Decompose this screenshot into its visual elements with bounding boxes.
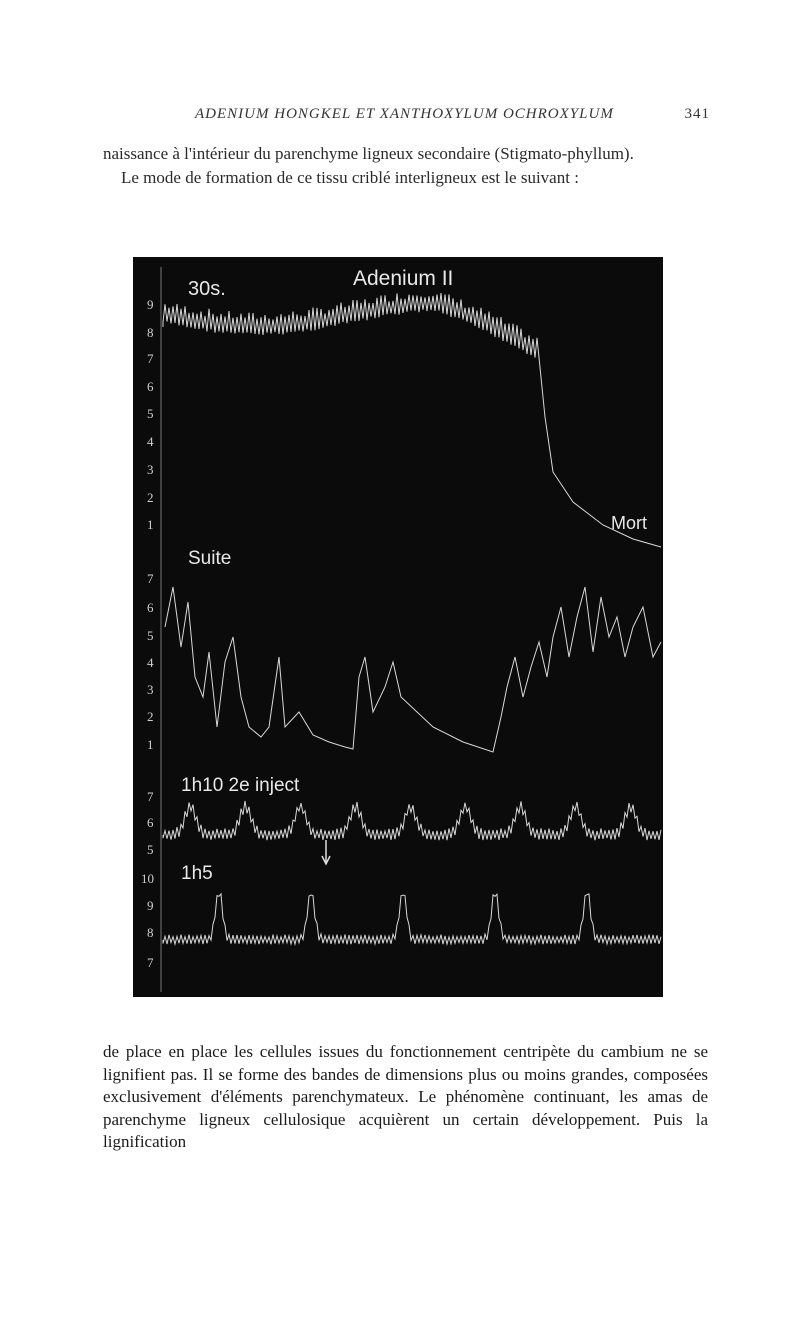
tick-label: 2 — [147, 709, 154, 724]
tick-label: 6 — [147, 379, 154, 394]
axis-ticks-panel-4 — [141, 871, 154, 970]
tick-label: 7 — [147, 955, 154, 970]
tick-label: 1 — [147, 737, 154, 752]
tick-label: 5 — [147, 628, 154, 643]
axis-ticks-panel-3 — [147, 789, 154, 857]
tick-label: 9 — [147, 297, 154, 312]
intro-line-2: Le mode de formation de ce tissu criblé interligneux est le suivant : — [121, 168, 579, 187]
tick-label: 3 — [147, 462, 154, 477]
suite-label: Suite — [188, 548, 232, 569]
intro-text — [103, 142, 708, 190]
timescale-label: 30s. — [188, 278, 226, 300]
figure-title: Adenium II — [353, 267, 454, 290]
tick-label: 6 — [147, 815, 154, 830]
kymograph-figure — [133, 257, 663, 997]
tick-label: 7 — [147, 351, 154, 366]
running-title: ADENIUM HONGKEL ET XANTHOXYLUM OCHROXYLUM — [195, 106, 614, 122]
page-number: 341 — [684, 106, 710, 122]
tick-label: 8 — [147, 325, 154, 340]
death-label: Mort — [611, 513, 647, 533]
intro-line-1: naissance à l'intérieur du parenchyme ligneux secondaire (Stigmato-phyllum). — [103, 144, 634, 163]
tick-label: 8 — [147, 925, 154, 940]
trace-panel-1 — [163, 293, 661, 547]
tick-label: 3 — [147, 682, 154, 697]
tick-label: 6 — [147, 600, 154, 615]
tick-label: 5 — [147, 842, 154, 857]
injection-label: 1h10 2e inject — [181, 775, 300, 796]
axis-ticks-panel-2 — [147, 571, 154, 752]
running-header — [195, 106, 710, 123]
time-label-1h5: 1h5 — [181, 863, 213, 884]
body-paragraph — [103, 1041, 708, 1154]
tick-label: 1 — [147, 517, 154, 532]
trace-panel-2 — [165, 587, 661, 752]
kymograph-plate — [133, 257, 663, 997]
tick-label: 5 — [147, 406, 154, 421]
tick-label: 10 — [141, 871, 154, 886]
injection-arrow-icon — [322, 840, 330, 864]
trace-panel-3 — [163, 801, 661, 840]
tick-label: 4 — [147, 655, 154, 670]
tick-label: 7 — [147, 789, 154, 804]
body-paragraph-text: de place en place les cellules issues du fonctionnement centripète du cambium ne se lignifient pas. Il se forme des bandes de dimensions plus ou moins grandes, composées exclusivement d'éléments parenchymateux. Le phénomène continuant, les amas de parenchyme ligneux cellulosique acquièrent un certain développement. Puis la lignification — [103, 1042, 708, 1151]
tick-label: 9 — [147, 898, 154, 913]
tick-label: 2 — [147, 490, 154, 505]
axis-ticks-panel-1 — [147, 297, 154, 532]
trace-panel-4 — [163, 894, 661, 944]
tick-label: 4 — [147, 434, 154, 449]
tick-label: 7 — [147, 571, 154, 586]
